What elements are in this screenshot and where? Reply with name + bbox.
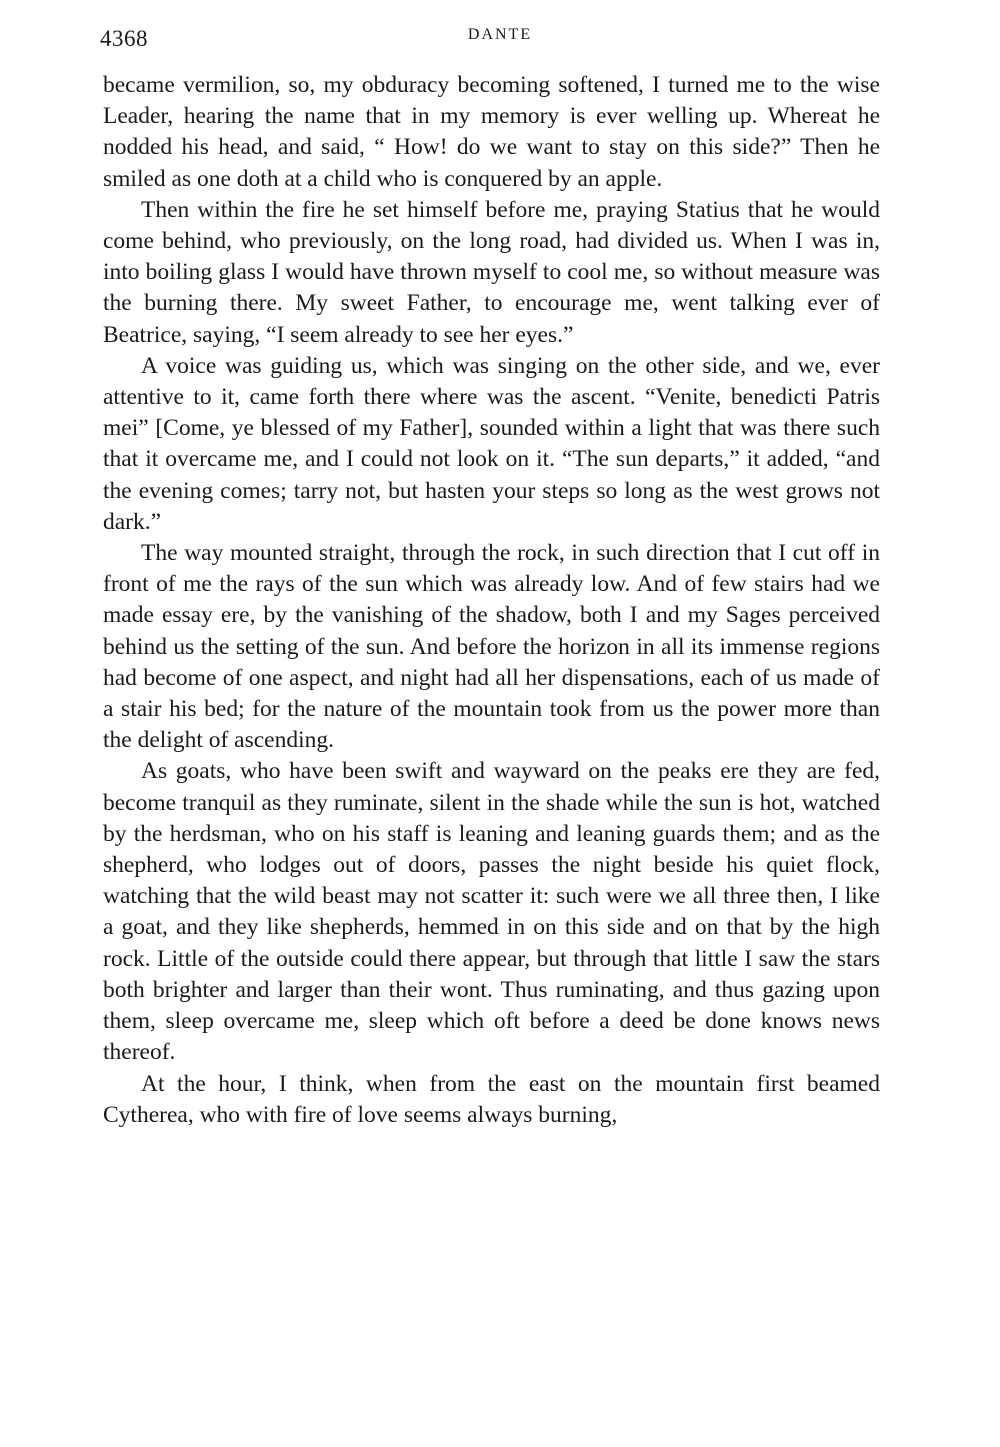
- paragraph-4: The way mounted straight, through the rock, in such direction that I cut off in front of me the rays of the sun which was already low. And of few stairs had we made essay ere, by the vanishing of the shadow, both I and my Sages perceived behind us the setting of the sun. And before the horizon in all its immense regions had become of one aspect, and night had all her dispensations, each of us made of a stair his bed; for the nature of the mountain took from us the power more than the delight of ascending.: [103, 540, 880, 754]
- paragraph-2: Then within the fire he set himself before me, praying Statius that he would come behind, who previously, on the long road, had divided us. When I was in, into boiling glass I would have thrown myself to cool me, so without measure was the burning there. My sweet Father, to encourage me, went talking ever of Beatrice, saying, “I seem already to see her eyes.”: [103, 196, 880, 348]
- running-head: DANTE: [467, 26, 533, 43]
- paragraph-5: As goats, who have been swift and wayward on the peaks ere they are fed, become tranquil as they ruminate, silent in the shade while the sun is hot, watched by the herdsman, who on his staff is leaning and leaning guards them; and as the shepherd, who lodges out of doors, passes the night beside his quiet flock, watching that the wild beast may not scatter it: such were we all three then, I like a goat, and they like shepherds, hemmed in on this side and on that by the high rock. Little of the outside could there appear, but through that little I saw the stars both brighter and larger than their wont. Thus ruminating, and thus gazing upon them, sleep overcame me, sleep which oft before a deed be done knows news thereof.: [103, 758, 880, 1066]
- paragraph-1: became vermilion, so, my obduracy becoming softened, I turned me to the wise Leader, hearing the name that in my memory is ever welling up. Whereat he nodded his head, and said, “ How! do we want to stay on this side?” Then he smiled as one doth at a child who is conquered by an apple.: [103, 72, 880, 192]
- body-text: [103, 70, 880, 1131]
- page-number: 4368: [100, 26, 148, 51]
- paragraph-3: A voice was guiding us, which was singing on the other side, and we, ever attentive to it, came forth there where was the ascent. “Venite, benedicti Patris mei” [Come, ye blessed of my Father], sounded within a light that was there such that it overcame me, and I could not look on it. “The sun departs,” it added, “and the evening comes; tarry not, but hasten your steps so long as the west grows not dark.”: [103, 352, 880, 535]
- paragraph-6: At the hour, I think, when from the east on the mountain first beamed Cytherea, who with fire of love seems always burning,: [103, 1070, 880, 1128]
